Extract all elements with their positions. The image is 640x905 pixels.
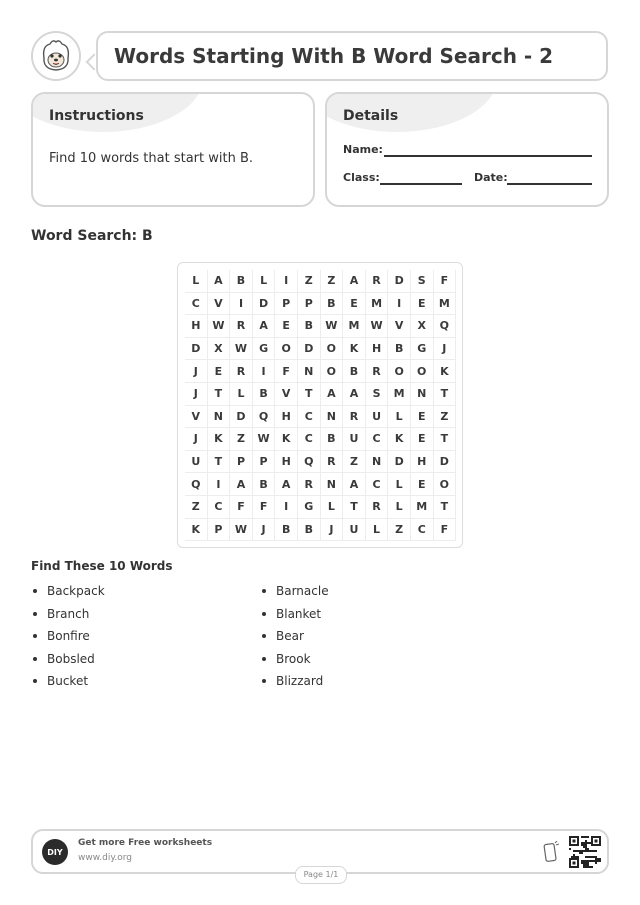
grid-cell[interactable]: M (411, 496, 434, 519)
grid-cell[interactable]: I (230, 293, 253, 316)
grid-cell[interactable]: Z (343, 451, 366, 474)
word-list-title: Find These 10 Words (31, 559, 173, 573)
grid-cell[interactable]: W (321, 315, 344, 338)
grid-cell[interactable]: B (298, 315, 321, 338)
grid-cell[interactable]: G (411, 338, 434, 361)
grid-cell[interactable]: O (434, 473, 457, 496)
grid-cell[interactable]: E (411, 406, 434, 429)
grid-cell[interactable]: D (185, 338, 208, 361)
grid-cell[interactable]: S (411, 270, 434, 293)
grid-cell[interactable]: E (275, 315, 298, 338)
grid-cell[interactable]: T (434, 383, 457, 406)
grid-cell[interactable]: H (411, 451, 434, 474)
grid-cell[interactable]: V (208, 293, 231, 316)
grid-cell[interactable]: A (275, 473, 298, 496)
grid-cell[interactable]: J (253, 519, 276, 542)
grid-cell[interactable]: T (208, 451, 231, 474)
word-item: Brook (260, 650, 329, 673)
grid-cell[interactable]: N (208, 406, 231, 429)
page-title: Words Starting With B Word Search - 2 (114, 44, 554, 68)
grid-cell[interactable]: J (321, 519, 344, 542)
word-item: Bucket (31, 672, 105, 695)
grid-cell[interactable]: K (343, 338, 366, 361)
word-search-grid-box (177, 262, 463, 548)
word-item: Blanket (260, 605, 329, 628)
grid-cell[interactable]: K (275, 428, 298, 451)
instructions-card (31, 92, 315, 207)
grid-cell[interactable]: F (253, 496, 276, 519)
grid-cell[interactable]: P (253, 451, 276, 474)
grid-cell[interactable]: E (208, 360, 231, 383)
grid-cell[interactable]: U (185, 451, 208, 474)
grid-cell[interactable]: C (208, 496, 231, 519)
grid-cell[interactable]: V (388, 315, 411, 338)
grid-cell[interactable]: T (343, 496, 366, 519)
grid-cell[interactable]: T (434, 428, 457, 451)
grid-cell[interactable]: F (434, 270, 457, 293)
grid-cell[interactable]: C (366, 428, 389, 451)
grid-cell[interactable]: I (275, 496, 298, 519)
grid-cell[interactable]: I (208, 473, 231, 496)
grid-cell[interactable]: C (298, 428, 321, 451)
grid-cell[interactable]: J (185, 383, 208, 406)
grid-cell[interactable]: B (343, 360, 366, 383)
grid-cell[interactable]: E (411, 293, 434, 316)
grid-cell[interactable]: C (411, 519, 434, 542)
grid-cell[interactable]: Z (434, 406, 457, 429)
word-item: Backpack (31, 582, 105, 605)
grid-cell[interactable]: B (388, 338, 411, 361)
diy-logo-icon[interactable]: DIY (42, 839, 68, 865)
word-item: Barnacle (260, 582, 329, 605)
word-search-grid (185, 270, 456, 541)
grid-cell[interactable]: J (434, 338, 457, 361)
grid-cell[interactable]: G (298, 496, 321, 519)
grid-cell[interactable]: D (230, 406, 253, 429)
word-list-column-1 (31, 582, 105, 695)
word-item: Blizzard (260, 672, 329, 695)
grid-cell[interactable]: T (298, 383, 321, 406)
grid-cell[interactable]: A (321, 383, 344, 406)
grid-cell[interactable]: Z (298, 270, 321, 293)
grid-cell[interactable]: U (343, 519, 366, 542)
grid-cell[interactable]: D (388, 451, 411, 474)
grid-cell[interactable]: Z (185, 496, 208, 519)
grid-cell[interactable]: F (230, 496, 253, 519)
grid-cell[interactable]: B (298, 519, 321, 542)
grid-cell[interactable]: B (321, 428, 344, 451)
grid-cell[interactable]: M (343, 315, 366, 338)
grid-cell[interactable]: M (366, 293, 389, 316)
class-label: Class: (343, 171, 380, 184)
grid-cell[interactable]: V (185, 406, 208, 429)
grid-cell[interactable]: A (343, 383, 366, 406)
grid-cell[interactable]: N (298, 360, 321, 383)
grid-cell[interactable]: A (208, 270, 231, 293)
grid-cell[interactable]: R (230, 360, 253, 383)
grid-cell[interactable]: Q (185, 473, 208, 496)
grid-cell[interactable]: U (366, 406, 389, 429)
grid-cell[interactable]: L (366, 519, 389, 542)
grid-cell[interactable]: P (275, 293, 298, 316)
qr-code-icon[interactable] (569, 836, 601, 872)
grid-cell[interactable]: K (208, 428, 231, 451)
footer-link[interactable]: www.diy.org (78, 853, 132, 863)
grid-cell[interactable]: L (185, 270, 208, 293)
grid-cell[interactable]: G (253, 338, 276, 361)
grid-cell[interactable]: T (208, 383, 231, 406)
grid-cell[interactable]: D (253, 293, 276, 316)
grid-cell[interactable]: V (275, 383, 298, 406)
grid-cell[interactable]: B (275, 519, 298, 542)
grid-cell[interactable]: C (298, 406, 321, 429)
grid-cell[interactable]: A (253, 315, 276, 338)
grid-cell[interactable]: D (434, 451, 457, 474)
grid-cell[interactable]: E (343, 293, 366, 316)
grid-cell[interactable]: B (253, 383, 276, 406)
grid-cell[interactable]: B (253, 473, 276, 496)
grid-cell[interactable]: J (185, 360, 208, 383)
grid-cell[interactable]: W (253, 428, 276, 451)
word-item: Branch (31, 605, 105, 628)
grid-cell[interactable]: Q (253, 406, 276, 429)
page-number: Page 1/1 (295, 866, 347, 884)
grid-cell[interactable]: J (185, 428, 208, 451)
grid-cell[interactable]: P (230, 451, 253, 474)
grid-cell[interactable]: P (208, 519, 231, 542)
grid-cell[interactable]: K (185, 519, 208, 542)
grid-cell[interactable]: R (321, 451, 344, 474)
grid-cell[interactable]: T (434, 496, 457, 519)
grid-cell[interactable]: F (275, 360, 298, 383)
grid-cell[interactable]: N (411, 383, 434, 406)
grid-cell[interactable]: R (298, 473, 321, 496)
grid-cell[interactable]: U (343, 428, 366, 451)
grid-cell[interactable]: L (321, 496, 344, 519)
grid-cell[interactable]: W (230, 338, 253, 361)
grid-cell[interactable]: B (230, 270, 253, 293)
grid-cell[interactable]: M (388, 383, 411, 406)
grid-cell[interactable]: A (230, 473, 253, 496)
grid-cell[interactable]: O (411, 360, 434, 383)
grid-cell[interactable]: N (366, 451, 389, 474)
grid-cell[interactable]: Z (230, 428, 253, 451)
grid-cell[interactable]: O (275, 338, 298, 361)
grid-cell[interactable]: C (366, 473, 389, 496)
grid-cell[interactable]: H (275, 451, 298, 474)
grid-cell[interactable]: L (388, 496, 411, 519)
word-item: Bonfire (31, 627, 105, 650)
grid-cell[interactable]: X (411, 315, 434, 338)
grid-cell[interactable]: W (230, 519, 253, 542)
grid-cell[interactable]: O (321, 360, 344, 383)
date-field[interactable] (507, 183, 592, 185)
grid-cell[interactable]: L (388, 406, 411, 429)
grid-cell[interactable]: W (366, 315, 389, 338)
class-field[interactable] (380, 183, 462, 185)
grid-cell[interactable]: H (185, 315, 208, 338)
grid-cell[interactable]: Q (434, 315, 457, 338)
grid-cell[interactable]: I (388, 293, 411, 316)
grid-cell[interactable]: W (208, 315, 231, 338)
grid-cell[interactable]: L (253, 270, 276, 293)
instructions-title: Instructions (49, 108, 144, 124)
mascot-icon (31, 31, 81, 81)
grid-cell[interactable]: F (434, 519, 457, 542)
grid-cell[interactable]: X (208, 338, 231, 361)
word-search-title: Word Search: B (31, 228, 153, 244)
word-item: Bear (260, 627, 329, 650)
grid-cell[interactable]: I (275, 270, 298, 293)
grid-cell[interactable]: R (366, 496, 389, 519)
name-label: Name: (343, 143, 383, 156)
grid-cell[interactable]: D (298, 338, 321, 361)
grid-cell[interactable]: E (411, 473, 434, 496)
grid-cell[interactable]: K (388, 428, 411, 451)
grid-cell[interactable]: I (253, 360, 276, 383)
title-box (96, 31, 608, 81)
grid-cell[interactable]: D (388, 270, 411, 293)
grid-cell[interactable]: Q (298, 451, 321, 474)
grid-cell[interactable]: R (366, 270, 389, 293)
grid-cell[interactable]: N (321, 406, 344, 429)
grid-cell[interactable]: H (275, 406, 298, 429)
grid-cell[interactable]: A (343, 473, 366, 496)
grid-cell[interactable]: O (321, 338, 344, 361)
grid-cell[interactable]: N (321, 473, 344, 496)
footer-promo-text: Get more Free worksheets (78, 838, 213, 848)
date-label: Date: (474, 171, 508, 184)
grid-cell[interactable]: Z (321, 270, 344, 293)
grid-cell[interactable]: L (230, 383, 253, 406)
word-list-column-2 (260, 582, 329, 695)
grid-cell[interactable]: R (366, 360, 389, 383)
grid-cell[interactable]: R (230, 315, 253, 338)
grid-cell[interactable]: Z (388, 519, 411, 542)
instructions-text: Find 10 words that start with B. (49, 151, 254, 166)
grid-cell[interactable]: B (321, 293, 344, 316)
grid-cell[interactable]: P (298, 293, 321, 316)
grid-cell[interactable]: H (366, 338, 389, 361)
grid-cell[interactable]: M (434, 293, 457, 316)
details-card (325, 92, 609, 207)
grid-cell[interactable]: C (185, 293, 208, 316)
grid-cell[interactable]: R (343, 406, 366, 429)
grid-cell[interactable]: A (343, 270, 366, 293)
grid-cell[interactable]: O (388, 360, 411, 383)
grid-cell[interactable]: S (366, 383, 389, 406)
word-item: Bobsled (31, 650, 105, 673)
grid-cell[interactable]: K (434, 360, 457, 383)
phone-icon (543, 841, 559, 863)
name-field[interactable] (384, 155, 592, 157)
details-title: Details (343, 108, 399, 124)
grid-cell[interactable]: E (411, 428, 434, 451)
grid-cell[interactable]: L (388, 473, 411, 496)
